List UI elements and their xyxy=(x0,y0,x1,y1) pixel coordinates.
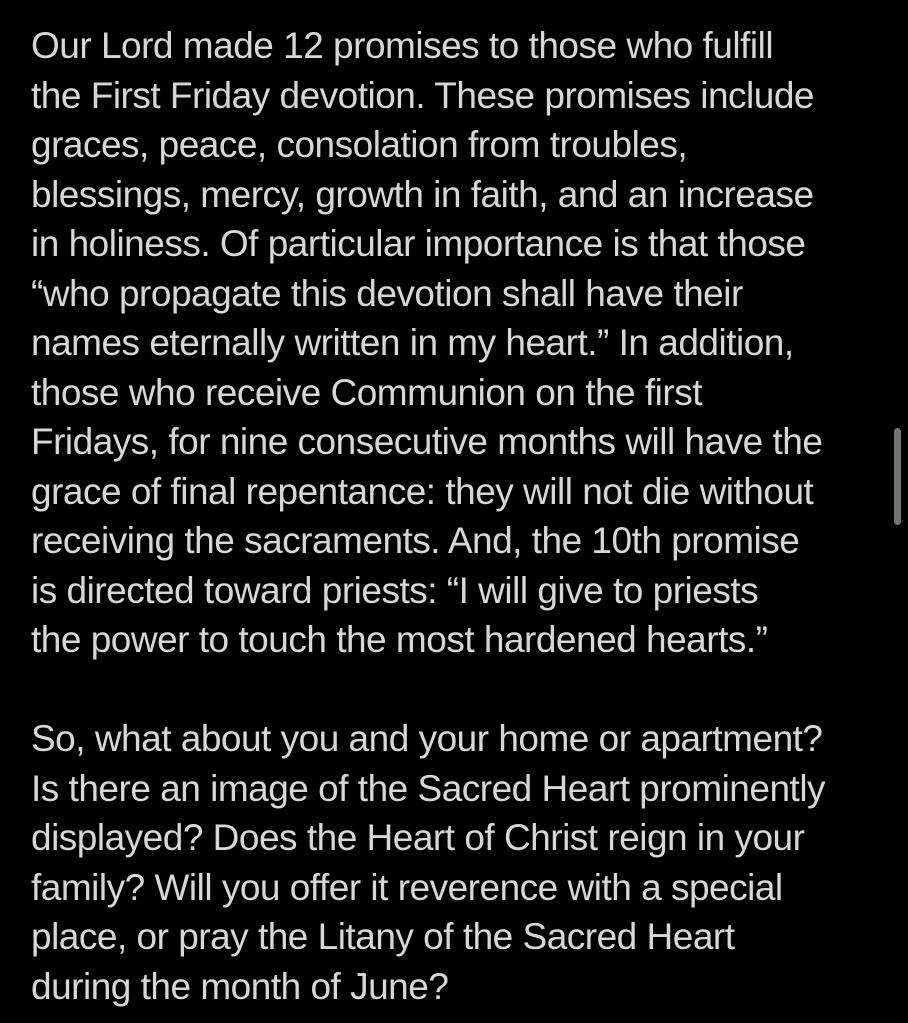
text-line: family? Will you offer it reverence with a special xyxy=(31,866,783,908)
text-line: Fridays, for nine consecutive months will have the xyxy=(31,421,823,462)
paragraph-question xyxy=(31,714,888,1011)
text-line: Is there an image of the Sacred Heart prominently xyxy=(31,767,826,809)
text-line: those who receive Communion on the first xyxy=(31,371,703,413)
text-line: blessings, mercy, growth in faith, and an increase xyxy=(31,173,814,215)
text-line: graces, peace, consolation from troubles, xyxy=(31,124,688,165)
text-line: receiving the sacraments. And, the 10th promise xyxy=(31,520,800,561)
text-line: in holiness. Of particular importance is that those xyxy=(31,223,806,264)
text-line: Our Lord made 12 promises to those who fulfill xyxy=(31,25,774,66)
paragraph-promises xyxy=(31,21,888,665)
scrollbar-thumb[interactable] xyxy=(894,428,901,525)
text-line: is directed toward priests: “I will give to priests xyxy=(31,569,759,611)
text-line: So, what about you and your home or apartment? xyxy=(31,718,823,759)
text-line: names eternally written in my heart.” In addition, xyxy=(31,322,794,363)
text-line: grace of final repentance: they will not die without xyxy=(31,470,814,512)
text-viewport xyxy=(31,21,888,1011)
text-line: “who propagate this devotion shall have their xyxy=(31,272,743,314)
text-line: the First Friday devotion. These promises include xyxy=(31,74,815,116)
text-line: displayed? Does the Heart of Christ reign in your xyxy=(31,817,805,858)
text-line: the power to touch the most hardened hearts.” xyxy=(31,619,768,660)
text-line: during the month of June? xyxy=(31,965,449,1007)
text-line: place, or pray the Litany of the Sacred Heart xyxy=(31,916,735,957)
